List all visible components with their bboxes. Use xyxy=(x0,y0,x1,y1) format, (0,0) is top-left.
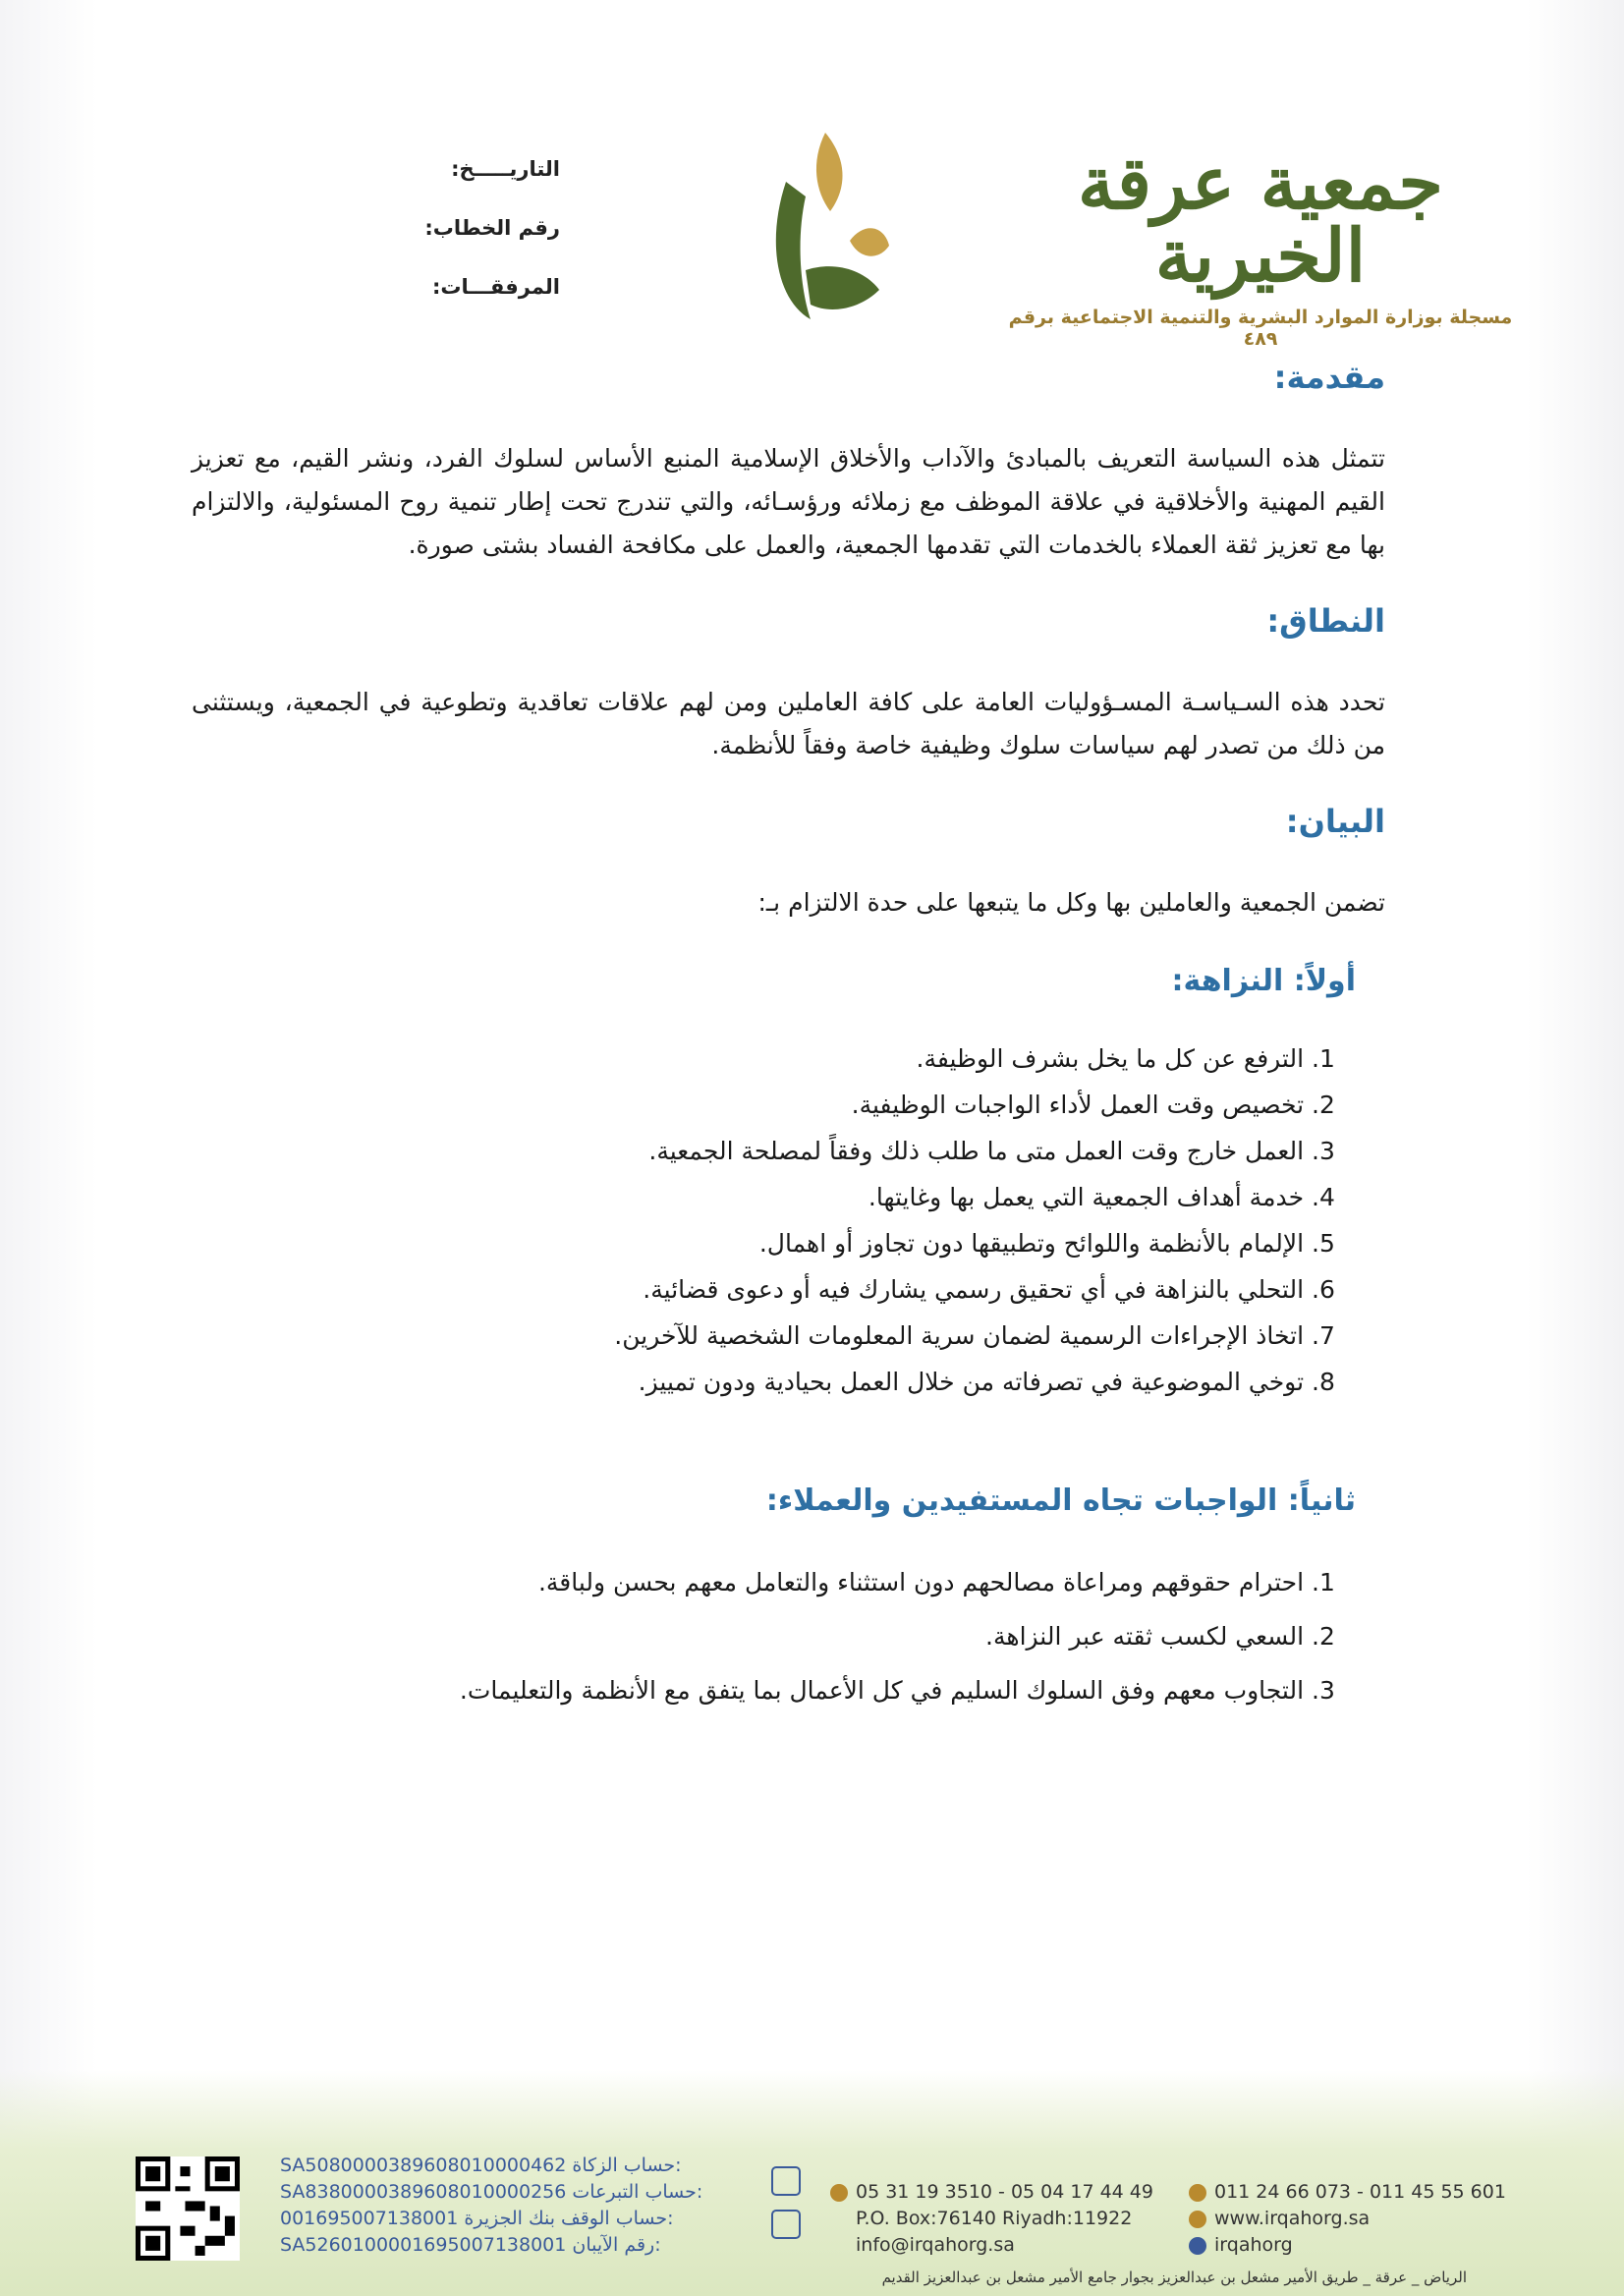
list-item: 1. الترفع عن كل ما يخل بشرف الوظيفة. xyxy=(916,1044,1335,1073)
emblem-text: مسند xyxy=(830,260,833,261)
qr-code-icon xyxy=(136,2156,240,2261)
list-item: 8. توخي الموضوعية في تصرفاته من خلال العمل بحيادية ودون تمييز. xyxy=(638,1368,1335,1396)
iban-number: SA5260100001695007138001 رقم الآيبان: xyxy=(280,2234,661,2256)
contact-right xyxy=(1189,2179,1552,2259)
list-item: 1. احترام حقوقهم ومراعاة مصالحهم دون استثناء والتعامل معهم بحسن ولباقة. xyxy=(537,1568,1335,1596)
list-item: 7. اتخاذ الإجراءات الرسمية لضمان سرية المعلومات الشخصية للآخرين. xyxy=(614,1321,1335,1350)
zakat-account: SA5080000389608010000462 حساب الزكاة: xyxy=(280,2155,682,2176)
contact-middle xyxy=(830,2179,1184,2259)
list-item: 3. التجاوب معهم وفق السلوك السليم في كل الأعمال بما يتفق مع الأنظمة والتعليمات. xyxy=(459,1676,1335,1705)
emblem-logo xyxy=(756,123,904,334)
email-address[interactable]: info@irqahorg.sa xyxy=(856,2234,1015,2256)
attachments-label: المرفقـــات: xyxy=(431,275,560,299)
letter-number-label: رقم الخطاب: xyxy=(424,216,560,240)
globe-icon xyxy=(1189,2211,1206,2228)
bank-icon xyxy=(771,2166,801,2196)
phone-numbers: 011 24 66 073 - 011 45 55 601 xyxy=(1214,2181,1506,2203)
list-item: 2. السعي لكسب ثقته عبر النزاهة. xyxy=(985,1622,1335,1651)
letterhead-footer xyxy=(0,2070,1624,2296)
integrity-list xyxy=(192,1036,1351,1405)
donations-account: SA8380000389608010000256 حساب التبرعات: xyxy=(280,2181,703,2203)
logo-title: جمعية عرقة الخيرية xyxy=(1077,141,1444,299)
po-box: P.O. Box:76140 Riyadh:11922 xyxy=(856,2208,1133,2229)
phone-icon xyxy=(1189,2184,1206,2202)
statement-heading: البيان: xyxy=(1285,803,1385,840)
organization-logo xyxy=(1005,141,1516,350)
intro-heading: مقدمة: xyxy=(1273,359,1385,396)
list-item: 2. تخصيص وقت العمل لأداء الواجبات الوظيفية. xyxy=(851,1091,1335,1119)
date-label: التاريـــــخ: xyxy=(451,157,560,181)
intro-paragraph: تتمثل هذه السياسة التعريف بالمبادئ والآداب والأخلاق الإسلامية المنبع الأساس لسلوك الفرد، ونشر القيم، مع تعزيز القيم المهنية والأخلاقية في علاقة الموظف مع زملائه ورؤسـائه، والتي تندرج تحت إطار تنمية روح المسئولية، والالتزام بها مع تعزيز ثقة العملاء بالخدمات التي تقدمها الجمعية، والعمل على مكافحة الفساد بشتى صورة. xyxy=(192,444,1385,559)
bank-accounts xyxy=(280,2153,752,2259)
registration-note: مسجلة بوزارة الموارد البشرية والتنمية الاجتماعية برقم ٤٨٩ xyxy=(1008,307,1513,350)
integrity-heading: أولاً: النزاهة: xyxy=(1171,964,1356,998)
endowment-account: 001695007138001 حساب الوقف بنك الجزيرة: xyxy=(280,2208,674,2229)
social-icon xyxy=(1189,2237,1206,2255)
bank-icons xyxy=(771,2166,801,2253)
social-handle[interactable]: irqahorg xyxy=(1214,2234,1293,2256)
document-body xyxy=(192,359,1385,1717)
letter-meta xyxy=(354,157,560,334)
list-item: 6. التحلي بالنزاهة في أي تحقيق رسمي يشارك فيه أو دعوى قضائية. xyxy=(643,1275,1335,1304)
duties-heading: ثانياً: الواجبات تجاه المستفيدين والعملاء: xyxy=(765,1484,1356,1518)
address: الرياض _ عرقة _ طريق الأمير مشعل بن عبدالعزيز بجوار جامع الأمير مشعل بن عبدالعزيز القديم xyxy=(881,2268,1467,2286)
scope-paragraph: تحدد هذه السـياسـة المسـؤوليات العامة على كافة العاملين ومن لهم علاقات تعاقدية وتطوعية في الجمعية، ويستثنى من ذلك من تصدر لهم سياسات سلوك وظيفية خاصة وفقاً للأنظمة. xyxy=(192,688,1385,759)
list-item: 3. العمل خارج وقت العمل متى ما طلب ذلك وفقاً لمصلحة الجمعية. xyxy=(648,1137,1335,1165)
list-item: 5. الإلمام بالأنظمة واللوائح وتطبيقها دون تجاوز أو اهمال. xyxy=(758,1229,1335,1258)
list-item: 4. خدمة أهداف الجمعية التي يعمل بها وغايتها. xyxy=(868,1183,1335,1211)
duties-list xyxy=(192,1555,1351,1717)
scope-heading: النطاق: xyxy=(1266,602,1385,640)
statement-paragraph: تضمن الجمعية والعاملين بها وكل ما يتبعها على حدة الالتزام بـ: xyxy=(757,888,1385,917)
mobile-icon xyxy=(830,2184,848,2202)
mobile-numbers: 05 31 19 3510 - 05 04 17 44 49 xyxy=(856,2181,1153,2203)
twitter-icon xyxy=(771,2210,801,2239)
website[interactable]: www.irqahorg.sa xyxy=(1214,2208,1371,2229)
